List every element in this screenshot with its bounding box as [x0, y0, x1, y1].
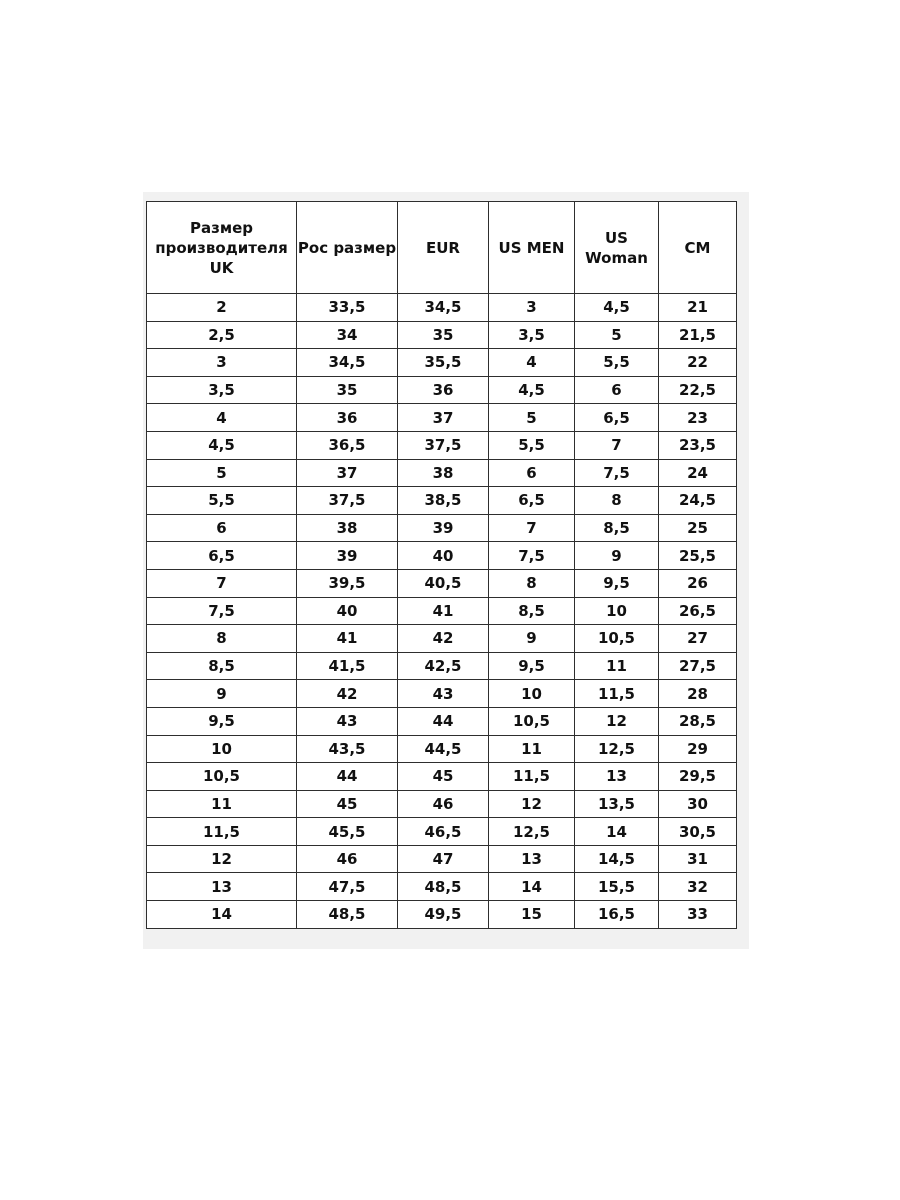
- cell-cm: 27,5: [659, 652, 737, 680]
- cell-eur: 37: [398, 404, 489, 432]
- cell-us-men: 4: [489, 349, 575, 377]
- cell-uk: 11,5: [147, 818, 297, 846]
- cell-uk: 5: [147, 459, 297, 487]
- header-uk-line-3: UK: [209, 258, 234, 277]
- table-row: [147, 514, 737, 542]
- cell-uk: 7: [147, 569, 297, 597]
- table-row: [147, 376, 737, 404]
- cell-us-woman: 10: [575, 597, 659, 625]
- cell-eur: 45: [398, 763, 489, 791]
- cell-ros: 41: [297, 625, 398, 653]
- table-row: [147, 845, 737, 873]
- cell-us-men: 11: [489, 735, 575, 763]
- cell-us-men: 5: [489, 404, 575, 432]
- cell-us-men: 6: [489, 459, 575, 487]
- cell-ros: 42: [297, 680, 398, 708]
- cell-us-men: 11,5: [489, 763, 575, 791]
- cell-ros: 34,5: [297, 349, 398, 377]
- cell-ros: 39,5: [297, 569, 398, 597]
- cell-uk: 6: [147, 514, 297, 542]
- cell-cm: 30,5: [659, 818, 737, 846]
- cell-cm: 29: [659, 735, 737, 763]
- cell-uk: 6,5: [147, 542, 297, 570]
- cell-ros: 48,5: [297, 901, 398, 929]
- cell-uk: 10,5: [147, 763, 297, 791]
- cell-eur: 48,5: [398, 873, 489, 901]
- header-eur: EUR: [398, 202, 489, 294]
- cell-us-men: 3,5: [489, 321, 575, 349]
- cell-ros: 37,5: [297, 487, 398, 515]
- cell-uk: 2: [147, 294, 297, 322]
- cell-us-men: 7: [489, 514, 575, 542]
- cell-eur: 35,5: [398, 349, 489, 377]
- cell-us-men: 12,5: [489, 818, 575, 846]
- cell-ros: 43: [297, 707, 398, 735]
- cell-us-woman: 7: [575, 431, 659, 459]
- cell-uk: 7,5: [147, 597, 297, 625]
- cell-eur: 42,5: [398, 652, 489, 680]
- cell-cm: 28: [659, 680, 737, 708]
- cell-uk: 13: [147, 873, 297, 901]
- cell-eur: 38: [398, 459, 489, 487]
- cell-us-men: 9,5: [489, 652, 575, 680]
- header-cm: CM: [659, 202, 737, 294]
- cell-eur: 39: [398, 514, 489, 542]
- cell-uk: 4: [147, 404, 297, 432]
- cell-uk: 14: [147, 901, 297, 929]
- cell-eur: 44: [398, 707, 489, 735]
- cell-cm: 24: [659, 459, 737, 487]
- cell-cm: 23: [659, 404, 737, 432]
- cell-ros: 45: [297, 790, 398, 818]
- table-row: [147, 873, 737, 901]
- cell-us-men: 4,5: [489, 376, 575, 404]
- cell-cm: 32: [659, 873, 737, 901]
- cell-uk: 12: [147, 845, 297, 873]
- table-row: [147, 680, 737, 708]
- cell-eur: 36: [398, 376, 489, 404]
- cell-us-men: 5,5: [489, 431, 575, 459]
- cell-us-men: 8,5: [489, 597, 575, 625]
- cell-ros: 36,5: [297, 431, 398, 459]
- table-row: [147, 763, 737, 791]
- header-us-men: US MEN: [489, 202, 575, 294]
- cell-ros: 44: [297, 763, 398, 791]
- table-row: [147, 569, 737, 597]
- cell-eur: 44,5: [398, 735, 489, 763]
- cell-us-woman: 9,5: [575, 569, 659, 597]
- cell-us-woman: 13,5: [575, 790, 659, 818]
- cell-cm: 30: [659, 790, 737, 818]
- table-row: [147, 652, 737, 680]
- cell-cm: 29,5: [659, 763, 737, 791]
- cell-uk: 4,5: [147, 431, 297, 459]
- cell-ros: 47,5: [297, 873, 398, 901]
- cell-ros: 35: [297, 376, 398, 404]
- cell-cm: 33: [659, 901, 737, 929]
- cell-us-woman: 5: [575, 321, 659, 349]
- header-uk-size: [147, 202, 297, 294]
- cell-ros: 33,5: [297, 294, 398, 322]
- cell-us-woman: 8,5: [575, 514, 659, 542]
- cell-eur: 40,5: [398, 569, 489, 597]
- cell-us-woman: 11,5: [575, 680, 659, 708]
- cell-us-men: 9: [489, 625, 575, 653]
- header-us-woman-line-2: Woman: [585, 248, 648, 267]
- cell-ros: 46: [297, 845, 398, 873]
- cell-us-men: 10,5: [489, 707, 575, 735]
- cell-us-woman: 16,5: [575, 901, 659, 929]
- cell-us-woman: 15,5: [575, 873, 659, 901]
- cell-us-men: 14: [489, 873, 575, 901]
- cell-uk: 3: [147, 349, 297, 377]
- cell-us-woman: 14,5: [575, 845, 659, 873]
- cell-cm: 26: [659, 569, 737, 597]
- cell-ros: 37: [297, 459, 398, 487]
- cell-eur: 35: [398, 321, 489, 349]
- cell-uk: 8,5: [147, 652, 297, 680]
- cell-us-men: 8: [489, 569, 575, 597]
- cell-us-woman: 6: [575, 376, 659, 404]
- cell-cm: 21: [659, 294, 737, 322]
- cell-cm: 22,5: [659, 376, 737, 404]
- table-row: [147, 707, 737, 735]
- cell-us-men: 13: [489, 845, 575, 873]
- cell-ros: 40: [297, 597, 398, 625]
- table-row: [147, 431, 737, 459]
- cell-uk: 2,5: [147, 321, 297, 349]
- cell-eur: 34,5: [398, 294, 489, 322]
- cell-us-men: 3: [489, 294, 575, 322]
- cell-uk: 5,5: [147, 487, 297, 515]
- cell-ros: 38: [297, 514, 398, 542]
- cell-uk: 11: [147, 790, 297, 818]
- cell-eur: 43: [398, 680, 489, 708]
- cell-eur: 37,5: [398, 431, 489, 459]
- table-row: [147, 542, 737, 570]
- cell-cm: 27: [659, 625, 737, 653]
- table-row: [147, 901, 737, 929]
- cell-us-men: 6,5: [489, 487, 575, 515]
- cell-us-woman: 12: [575, 707, 659, 735]
- cell-us-woman: 4,5: [575, 294, 659, 322]
- cell-us-men: 10: [489, 680, 575, 708]
- cell-eur: 49,5: [398, 901, 489, 929]
- cell-eur: 46: [398, 790, 489, 818]
- cell-us-men: 7,5: [489, 542, 575, 570]
- cell-cm: 23,5: [659, 431, 737, 459]
- cell-uk: 9: [147, 680, 297, 708]
- cell-ros: 43,5: [297, 735, 398, 763]
- table-row: [147, 321, 737, 349]
- cell-ros: 36: [297, 404, 398, 432]
- table-row: [147, 625, 737, 653]
- cell-cm: 25,5: [659, 542, 737, 570]
- cell-eur: 42: [398, 625, 489, 653]
- cell-cm: 31: [659, 845, 737, 873]
- header-uk-line-2: производителя: [155, 238, 288, 257]
- cell-eur: 41: [398, 597, 489, 625]
- header-ros-size: Рос размер: [297, 202, 398, 294]
- cell-ros: 41,5: [297, 652, 398, 680]
- cell-cm: 22: [659, 349, 737, 377]
- cell-uk: 3,5: [147, 376, 297, 404]
- header-us-woman: [575, 202, 659, 294]
- cell-us-men: 15: [489, 901, 575, 929]
- size-chart-table: [146, 201, 737, 929]
- cell-us-woman: 7,5: [575, 459, 659, 487]
- table-row: [147, 487, 737, 515]
- table-body: [147, 294, 737, 929]
- cell-cm: 24,5: [659, 487, 737, 515]
- cell-uk: 9,5: [147, 707, 297, 735]
- header-row: [147, 202, 737, 294]
- cell-ros: 45,5: [297, 818, 398, 846]
- cell-cm: 25: [659, 514, 737, 542]
- table-row: [147, 459, 737, 487]
- cell-us-woman: 12,5: [575, 735, 659, 763]
- cell-us-woman: 6,5: [575, 404, 659, 432]
- cell-ros: 34: [297, 321, 398, 349]
- cell-eur: 46,5: [398, 818, 489, 846]
- cell-eur: 38,5: [398, 487, 489, 515]
- cell-us-woman: 10,5: [575, 625, 659, 653]
- cell-uk: 8: [147, 625, 297, 653]
- cell-ros: 39: [297, 542, 398, 570]
- header-us-woman-line-1: US: [605, 228, 628, 247]
- cell-us-men: 12: [489, 790, 575, 818]
- cell-eur: 47: [398, 845, 489, 873]
- cell-us-woman: 11: [575, 652, 659, 680]
- table-row: [147, 294, 737, 322]
- cell-us-woman: 9: [575, 542, 659, 570]
- cell-cm: 28,5: [659, 707, 737, 735]
- table-row: [147, 349, 737, 377]
- cell-us-woman: 14: [575, 818, 659, 846]
- cell-us-woman: 5,5: [575, 349, 659, 377]
- cell-us-woman: 8: [575, 487, 659, 515]
- cell-uk: 10: [147, 735, 297, 763]
- table-row: [147, 735, 737, 763]
- cell-us-woman: 13: [575, 763, 659, 791]
- table-row: [147, 790, 737, 818]
- cell-eur: 40: [398, 542, 489, 570]
- table-row: [147, 597, 737, 625]
- table-row: [147, 818, 737, 846]
- table-row: [147, 404, 737, 432]
- header-uk-line-1: Размер: [189, 218, 253, 237]
- cell-cm: 26,5: [659, 597, 737, 625]
- cell-cm: 21,5: [659, 321, 737, 349]
